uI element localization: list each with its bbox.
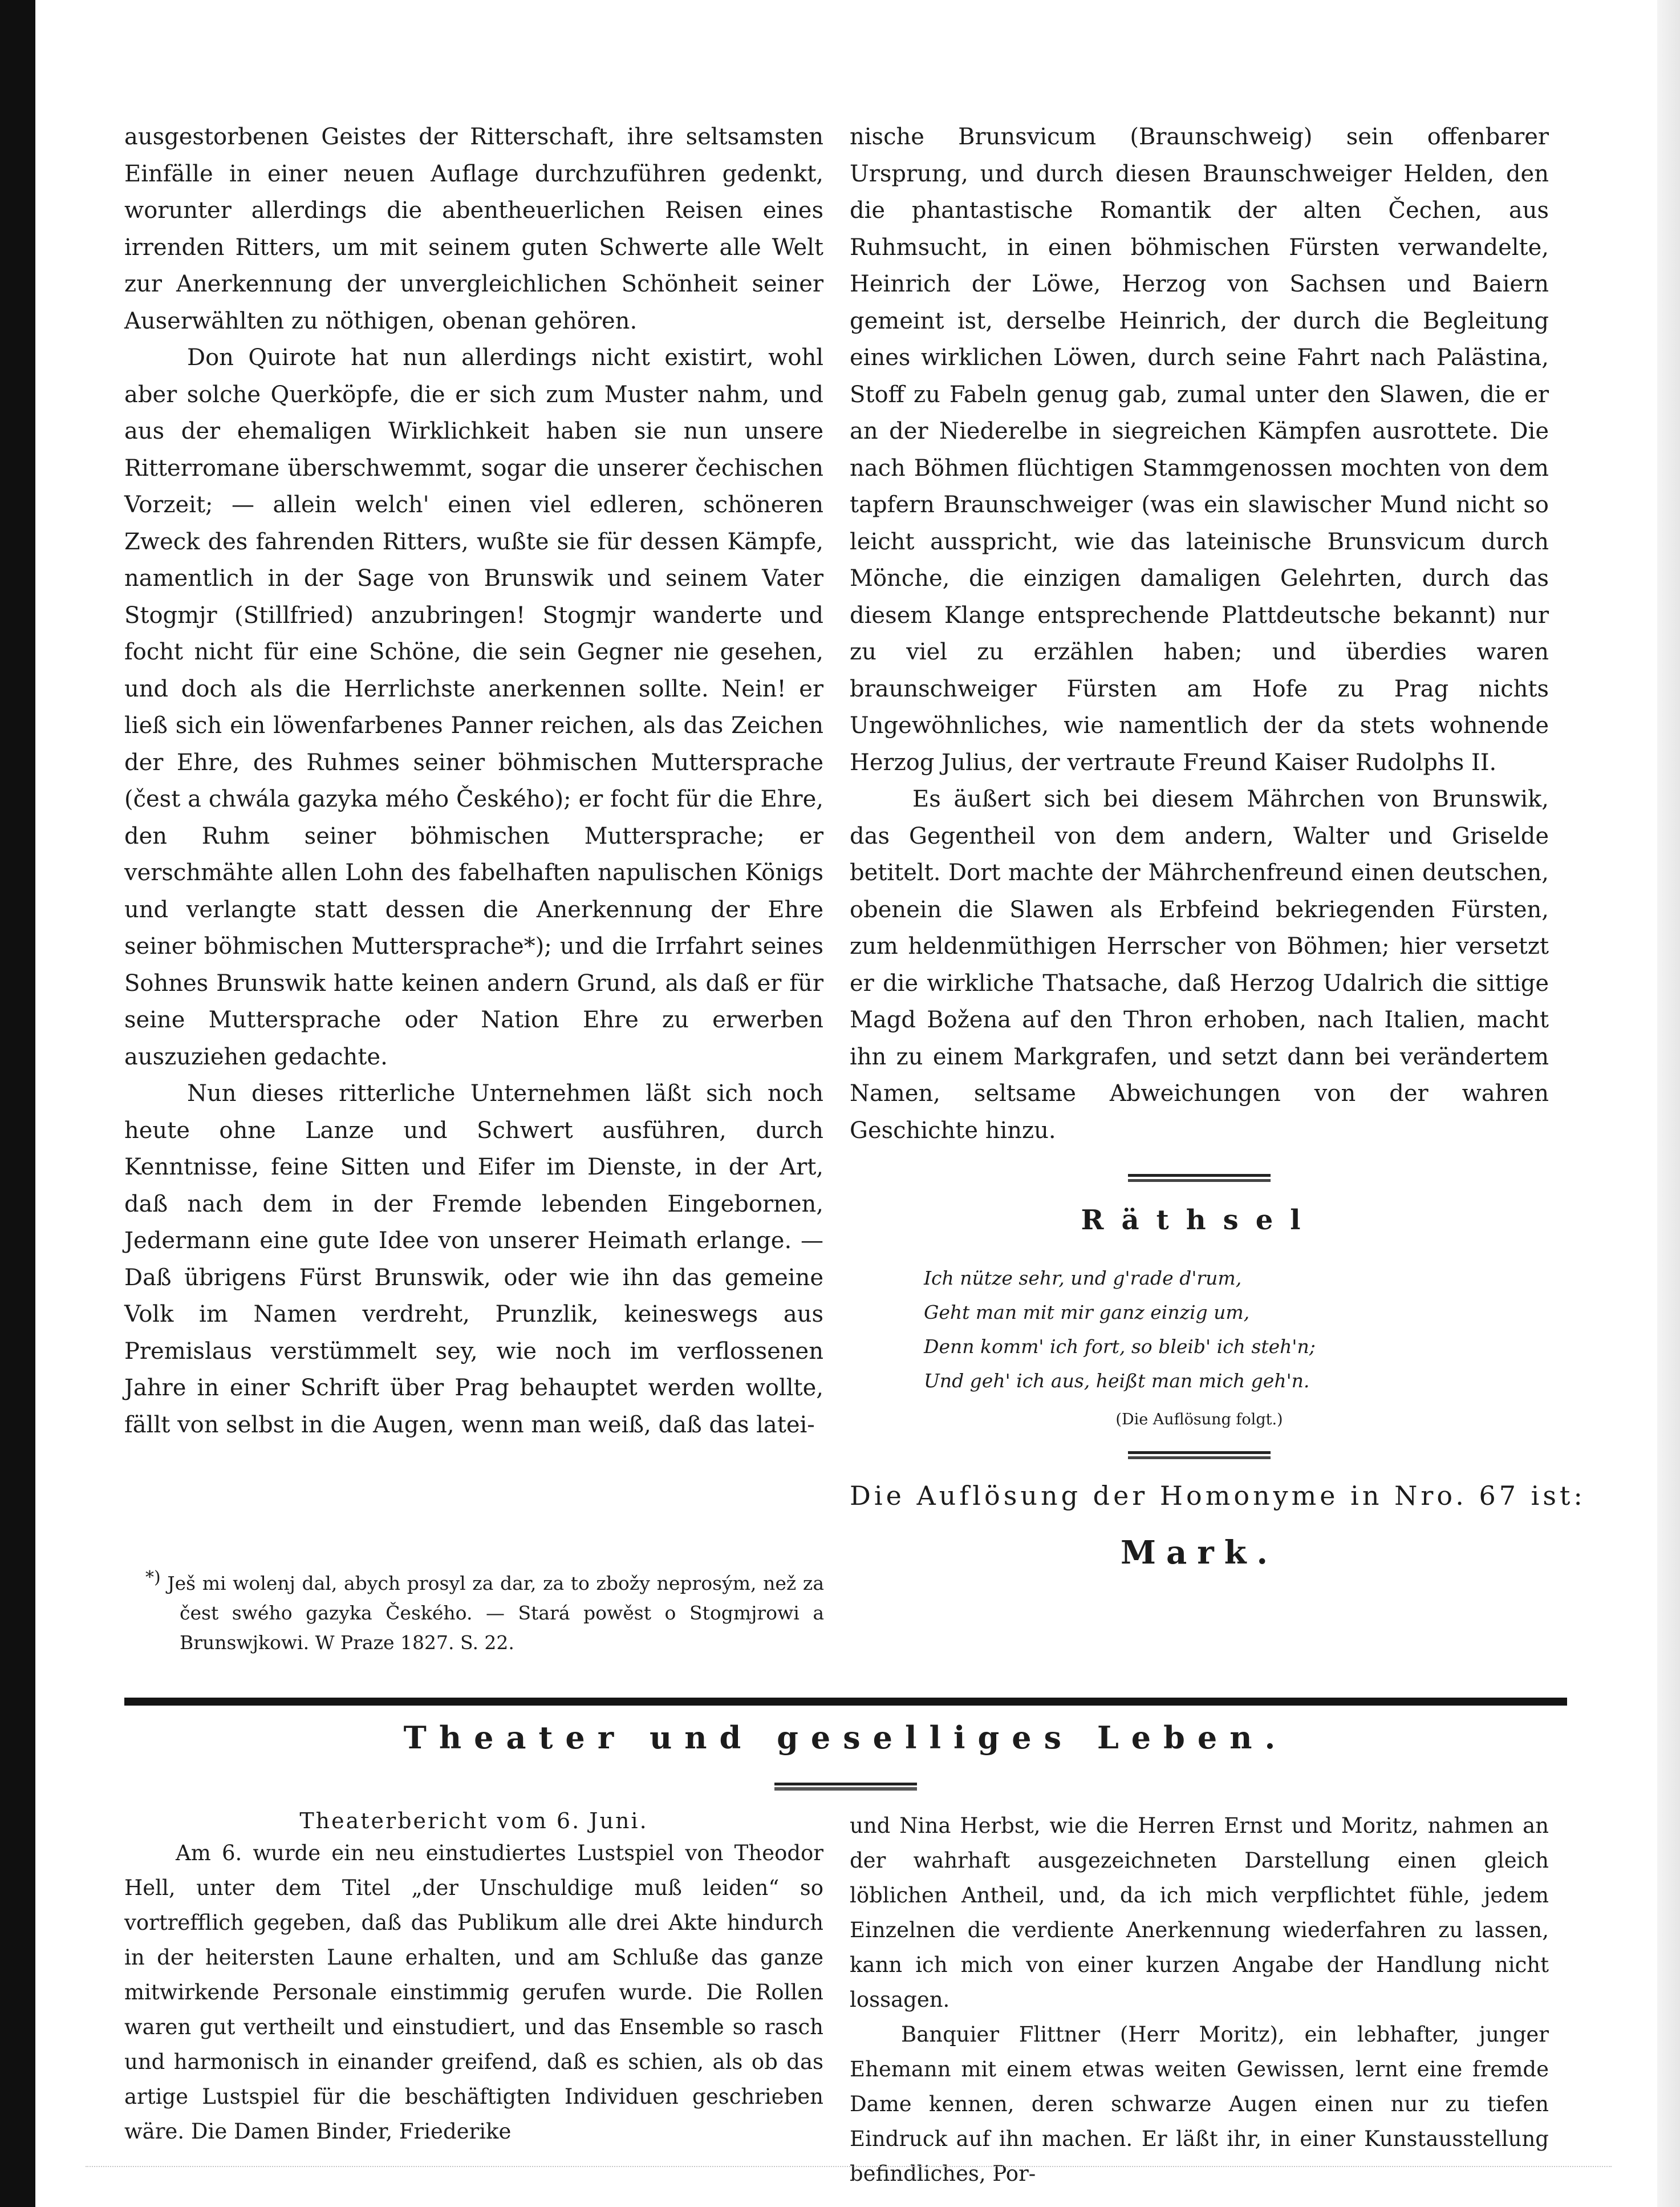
report-paragraph: Am 6. wurde ein neu einstudiertes Lustspiel von Theodor Hell, unter dem Titel „der Unschuldige muß leiden“ so vortrefflich gegeben, daß das Publikum alle drei Akte hindurch in der heitersten Laune erhalten, und am Schluße das ganze mitwirkende Personale einstimmig gerufen wurde. Die Rollen waren gut vertheilt und einstudiert, und das Ensemble so rasch und harmonisch in einander greifend, daß es schien, als ob das artige Lustspiel für die beschäftigten Individuen geschrieben wäre. Die Damen Binder, Friederike — [124, 1841, 823, 2144]
page-bottom-edge — [86, 2166, 1612, 2184]
book-spine — [0, 0, 35, 2207]
left-paragraph-3: Nun dieses ritterliche Unternehmen läßt sich noch heute ohne Lanze und Schwert ausführen, durch Kenntnisse, feine Sitten und Eifer im Dienste, in der Art, daß nach dem in der Fremde lebenden Eingebornen, Jedermann eine gute Idee von unserer Heimath erlange. — Daß übrigens Fürst Brunswik, oder wie ihn das gemeine Volk im Namen verdreht, Prunzlik, keineswegs aus Premislaus verstümmelt sey, wie noch im verflossenen Jahre in einer Schrift über Prag behauptet werden wollte, fällt von selbst in die Augen, wenn man weiß, daß das latei- — [124, 1080, 823, 1438]
solution-word: Mark. — [1120, 1534, 1279, 1572]
left-paragraph-2 — [124, 339, 823, 1075]
riddle-verse — [924, 1261, 1549, 1398]
report-paragraph: und Nina Herbst, wie die Herren Ernst und Moritz, nahmen an der wahrhaft ausgezeichneten Darstellung einen gleich löblichen Antheil, und, da ich mich verpflichtet fühle, jedem Einzelnen die verdiente Anerkennung wiederfahren zu lassen, kann ich mich von einer kurzen Angabe der Handlung nicht lossagen. — [850, 1813, 1549, 2012]
riddle-line: Ich nütze sehr, und g'rade d'rum, — [924, 1267, 1242, 1289]
left-paragraph-2-end: ; und die Irrfahrt seines Sohnes Brunswik hatte keinen andern Grund, als daß er für seine Muttersprache oder Nation Ehre zu erwerben auszuziehen gedachte. — [124, 933, 824, 1070]
divider-rule — [1128, 1174, 1271, 1177]
riddle-note: (Die Auflösung folgt.) — [1115, 1411, 1283, 1428]
right-column — [850, 119, 1586, 1572]
report-paragraph: Banquier Flittner (Herr Moritz), ein lebhafter, junger Ehemann mit einem etwas weiten Gewissen, lernt eine fremde Dame kennen, deren schwarze Augen einen nur zu tiefen Eindruck auf ihn machen. Er läßt ihr, in einer Kunstausstellung befindliches, Por- — [850, 2022, 1549, 2186]
page-edge — [1657, 0, 1680, 2207]
footnote-text: Ješ mi wolenj dal, abych prosyl za dar, za to zbožy neprosým, než za čest swého gazyka Českého. — Stará powěst o Stogmjrowi a Brunswjkowi. W Praze 1827. S. 22. — [167, 1572, 824, 1654]
section-title: Theater und geselliges Leben. — [403, 1719, 1288, 1756]
footnote — [145, 1563, 824, 1658]
footnote-reference: *) — [524, 933, 545, 959]
right-paragraph-1: nische Brunsvicum (Braunschweig) sein offenbarer Ursprung, und durch diesen Braunschweiger Helden, den die phantastische Romantik der alten Čechen, aus Ruhmsucht, in einen böhmischen Fürsten verwandelte, Heinrich der Löwe, Herzog von Sachsen und Baiern gemeint ist, derselbe Heinrich, der durch die Begleitung eines wirklichen Löwen, durch seine Fahrt nach Palästina, Stoff zu Fabeln genug gab, zumal unter den Slawen, die er an der Niederelbe in siegreichen Kämpfen ausrottete. Die nach Böhmen flüchtigen Stammgenossen mochten von dem tapfern Braunschweiger (was ein slawischer Mund nicht so leicht ausspricht, wie das lateinische Brunsvicum durch Mönche, die einzigen damaligen Gelehrten, durch das diesem Klange entsprechende Plattdeutsche bekannt) nur zu viel zu erzählen haben; und überdies waren braunschweiger Fürsten am Hofe zu Prag nichts Ungewöhnliches, wie namentlich der da stets wohnende Herzog Julius, der vertraute Freund Kaiser Rudolphs II. — [850, 124, 1549, 776]
footnote-mark: *) — [145, 1568, 161, 1588]
riddle-line: Denn komm' ich fort, so bleib' ich steh'n; — [924, 1335, 1316, 1358]
left-column — [124, 119, 823, 1443]
report-heading: Theaterbericht vom 6. Juni. — [299, 1808, 648, 1833]
section-title-rule — [774, 1783, 917, 1787]
report-left-column — [124, 1808, 823, 2149]
riddle-title: Räthsel — [1081, 1204, 1318, 1236]
section-divider — [124, 1698, 1567, 1706]
left-paragraph-2-text: Don Quirote hat nun allerdings nicht existirt, wohl aber solche Querköpfe, die er sich zum Muster nahm, und aus der ehemaligen Wirklichkeit haben sie nun unsere Ritterromane überschwemmt, sogar die unserer čechischen Vorzeit; — allein welch' einen viel edleren, schöneren Zweck des fahrenden Ritters, wußte sie für dessen Kämpfe, namentlich in der Sage von Brunswik und seinem Vater Stogmjr (Stillfried) anzubringen! Stogmjr wanderte und focht nicht für eine Schöne, die sein Gegner nie gesehen, und doch als die Herrlichste anerkennen sollte. Nein! er ließ sich ein löwenfarbenes Panner reichen, als das Zeichen der Ehre, des Ruhmes seiner böhmischen Muttersprache (čest a chwála gazyka mého Českého); er focht für die Ehre, den Ruhm seiner böhmischen Muttersprache; er verschmähte allen Lohn des fabelhaften napulischen Königs und verlangte statt dessen die Anerkennung der Ehre seiner böhmischen Muttersprache — [124, 345, 823, 959]
riddle-line: Geht man mit mir ganz einzig um, — [924, 1301, 1250, 1323]
riddle-line: Und geh' ich aus, heißt man mich geh'n. — [924, 1370, 1310, 1392]
left-paragraph-1: ausgestorbenen Geistes der Ritterschaft, ihre seltsamsten Einfälle in einer neuen Auflage durchzuführen gedenkt, worunter allerdings die abentheuerlichen Reisen eines irrenden Ritters, um mit seinem guten Schwerte alle Welt zur Anerkennung der unvergleichlichen Schönheit seiner Auserwählten zu nöthigen, obenan gehören. — [124, 124, 823, 334]
right-paragraph-2: Es äußert sich bei diesem Mährchen von Brunswik, das Gegentheil von dem andern, Walter und Griselde betitelt. Dort machte der Mährchenfreund einen deutschen, obenein die Slawen als Erbfeind bekriegenden Fürsten, zum heldenmüthigen Herrscher von Böhmen; hier versetzt er die wirkliche Thatsache, daß Herzog Udalrich die sittige Magd Božena auf den Thron erhoben, nach Italien, macht ihn zu einem Markgrafen, und setzt dann bei verändertem Namen, seltsame Abweichungen von der wahren Geschichte hinzu. — [850, 786, 1549, 1144]
divider-rule — [1128, 1451, 1271, 1454]
solution-text: Die Auflösung der Homonyme in Nro. 67 ist: — [850, 1480, 1586, 1511]
report-right-column — [850, 1808, 1549, 2191]
